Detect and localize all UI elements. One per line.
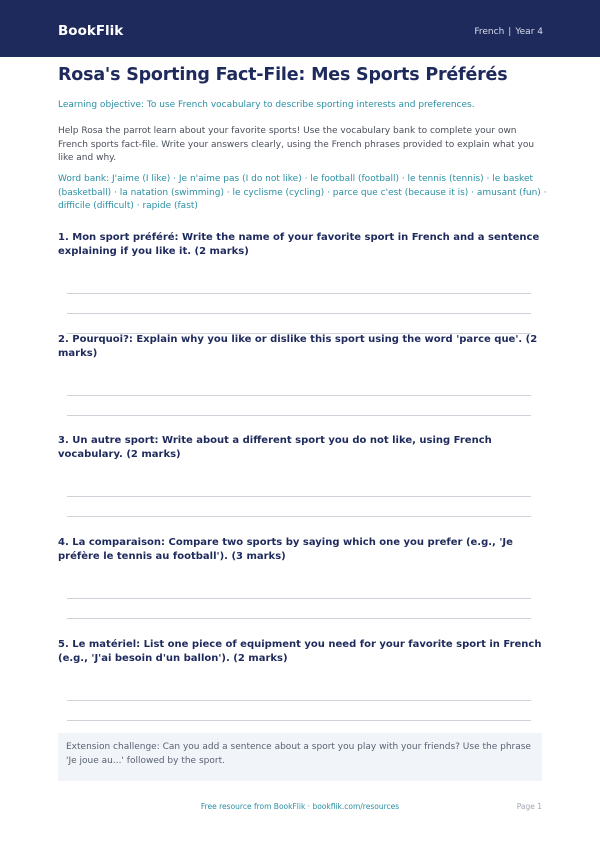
intro-paragraph: Help Rosa the parrot learn about your favorite sports! Use the vocabulary bank to complete your own French sports fact-file. Write your answers clearly, using the French phrases provided to explain what you like and why. [58, 126, 535, 163]
brand-logo[interactable]: BookFlik [58, 23, 124, 39]
header-meta [474, 27, 543, 37]
answer-line[interactable] [67, 395, 531, 396]
meta-separator: | [508, 27, 512, 37]
year-label: Year 4 [515, 27, 543, 37]
question-5: 5. Le matériel: List one piece of equipment you need for your favorite sport in French (e.g., 'J'ai besoin d'un ballon'). (2 marks) [58, 639, 542, 664]
word-bank: Word bank: J'aime (I like) · Je n'aime pas (I do not like) · le football (football) · le tennis (tennis) · le basket (basketball) · la natation (swimming) · le cyclisme (cycling) · parce que c'est (because it is) · amusant (fun) · difficile (difficult) · rapide (fast) [58, 174, 547, 211]
answer-line[interactable] [67, 313, 531, 314]
page-header [0, 0, 600, 57]
page-number: Page 1 [516, 802, 542, 811]
answer-line[interactable] [67, 598, 531, 599]
subject-label: French [474, 27, 505, 37]
answer-line[interactable] [67, 720, 531, 721]
question-1: 1. Mon sport préféré: Write the name of your favorite sport in French and a sentence explaining if you like it. (2 marks) [58, 232, 540, 257]
worksheet-title: Rosa's Sporting Fact-File: Mes Sports Préférés [58, 65, 508, 85]
question-4: 4. La comparaison: Compare two sports by saying which one you prefer (e.g., 'Je préfère le tennis au football'). (3 marks) [58, 537, 513, 562]
answer-line[interactable] [67, 496, 531, 497]
learning-objective: Learning objective: To use French vocabulary to describe sporting interests and preferences. [58, 100, 475, 110]
extension-text: Extension challenge: Can you add a sentence about a sport you play with your friends? Use the phrase 'Je joue au...' followed by the sport. [66, 742, 531, 766]
answer-line[interactable] [67, 293, 531, 294]
question-3: 3. Un autre sport: Write about a different sport you do not like, using French vocabulary. (2 marks) [58, 435, 492, 460]
footer-credit[interactable]: Free resource from BookFlik · bookflik.com/resources [200, 802, 400, 811]
question-2: 2. Pourquoi?: Explain why you like or dislike this sport using the word 'parce que'. (2 marks) [58, 334, 538, 359]
answer-line[interactable] [67, 516, 531, 517]
answer-line[interactable] [67, 415, 531, 416]
extension-challenge-box [58, 733, 542, 781]
answer-line[interactable] [67, 700, 531, 701]
answer-line[interactable] [67, 618, 531, 619]
